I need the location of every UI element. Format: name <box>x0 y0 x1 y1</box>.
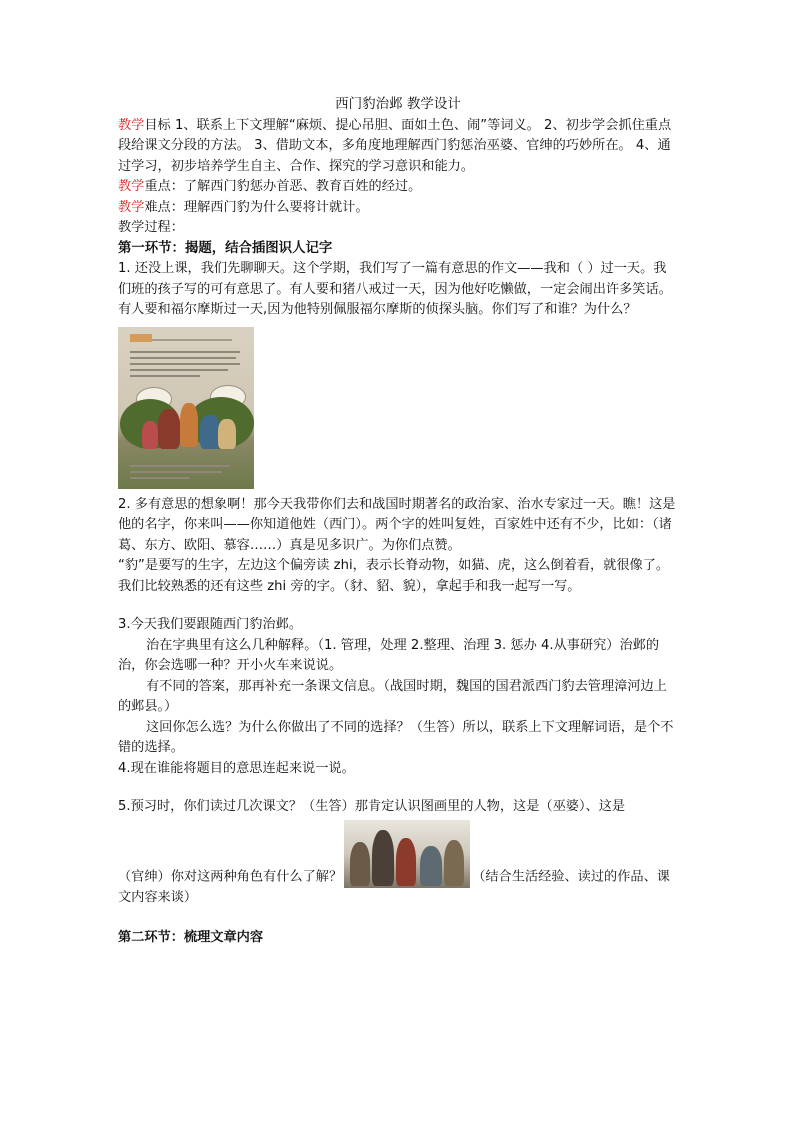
teaching-goals <box>118 116 678 178</box>
key-label: 教学 <box>118 179 145 194</box>
paragraph-3: 3.今天我们要跟随西门豹治邺。 <box>118 617 303 632</box>
paragraph-2: 2. 多有意思的想象啊！那今天我带你们去和战国时期著名的政治家、治水专家过一天。瞧！这是他的名字，你来叫——你知道他姓（西门）。两个字的姓叫复姓，百家姓中还有不少，比如：（诸葛、东方、欧阳、慕容……）真是见多识广。为你们点赞。 <box>118 496 676 553</box>
document-body <box>118 94 678 949</box>
witch-officials-illustration-image <box>344 820 470 888</box>
section-2-heading: 第二环节：梳理文章内容 <box>118 930 264 945</box>
paragraph-1: 1. 还没上课，我们先聊聊天。这个学期，我们写了一篇有意思的作文——我和（ ）过一天。我们班的孩子写的可有意思了。有人要和猪八戒过一天，因为他好吃懒做，一定会闹出许多笑话。有人要和福尔摩斯过一天,因为他特别佩服福尔摩斯的侦探头脑。你们写了和谁？为什么？ <box>118 261 672 317</box>
paragraph-2b: “豹”是要写的生字，左边这个偏旁读 zhi，表示长脊动物，如猫、虎，这么倒着看，就很像了。我们比较熟悉的还有这些 zhi 旁的字。（豺、貂、貌），拿起手和我一起写一写。 <box>118 558 670 594</box>
diff-text: 难点：理解西门豹为什么要将计就计。 <box>144 199 369 215</box>
goal-text: 目标 1、联系上下文理解“麻烦、提心吊胆、面如土色、闹”等词义。 2、初步学会抓住重点段给课文分段的方法。 3、借助文本，多角度地理解西门豹惩治巫婆、官绅的巧妙所在。 4、通过学习，初步培养学生自主、合作、探究的学习意识和能力。 <box>118 117 672 174</box>
paragraph-5c: （结合生活经验、读过的作品、课文内容来谈） <box>118 869 670 905</box>
paragraph-5a: 5.预习时，你们读过几次课文？（生答）那肯定认识图画里的人物，这是（巫婆）、这是 <box>118 799 626 814</box>
teaching-key-points <box>118 177 678 198</box>
paragraph-3c: 这回你怎么选？为什么你做出了不同的选择？（生答）所以，联系上下文理解词语，是个不错的选择。 <box>118 719 674 755</box>
document-title: 西门豹治邺 教学设计 <box>335 96 461 112</box>
process-label: 教学过程： <box>118 220 184 235</box>
paragraph-5b: （官绅）你对这两种角色有什么了解？ <box>118 869 343 884</box>
paragraph-3b: 有不同的答案，那再补充一条课文信息。（战国时期，魏国的国君派西门豹去管理漳河边上的邺县。） <box>118 678 667 714</box>
goal-label: 教学 <box>118 117 145 133</box>
diff-label: 教学 <box>118 199 145 215</box>
section-1-heading: 第一环节：揭题，结合插图识人记字 <box>118 240 333 256</box>
teaching-difficulties <box>118 198 678 219</box>
key-text: 重点：了解西门豹惩办首恶、教育百姓的经过。 <box>144 179 422 194</box>
textbook-illustration-image <box>118 327 254 489</box>
paragraph-3a: 治在字典里有这么几种解释。（1. 管理，处理 2.整理、治理 3. 惩办 4.从事研究）治邺的治，你会选哪一种？开小火车来说说。 <box>118 637 660 673</box>
paragraph-5b-line <box>118 820 678 909</box>
paragraph-4: 4.现在谁能将题目的意思连起来说一说。 <box>118 760 355 776</box>
